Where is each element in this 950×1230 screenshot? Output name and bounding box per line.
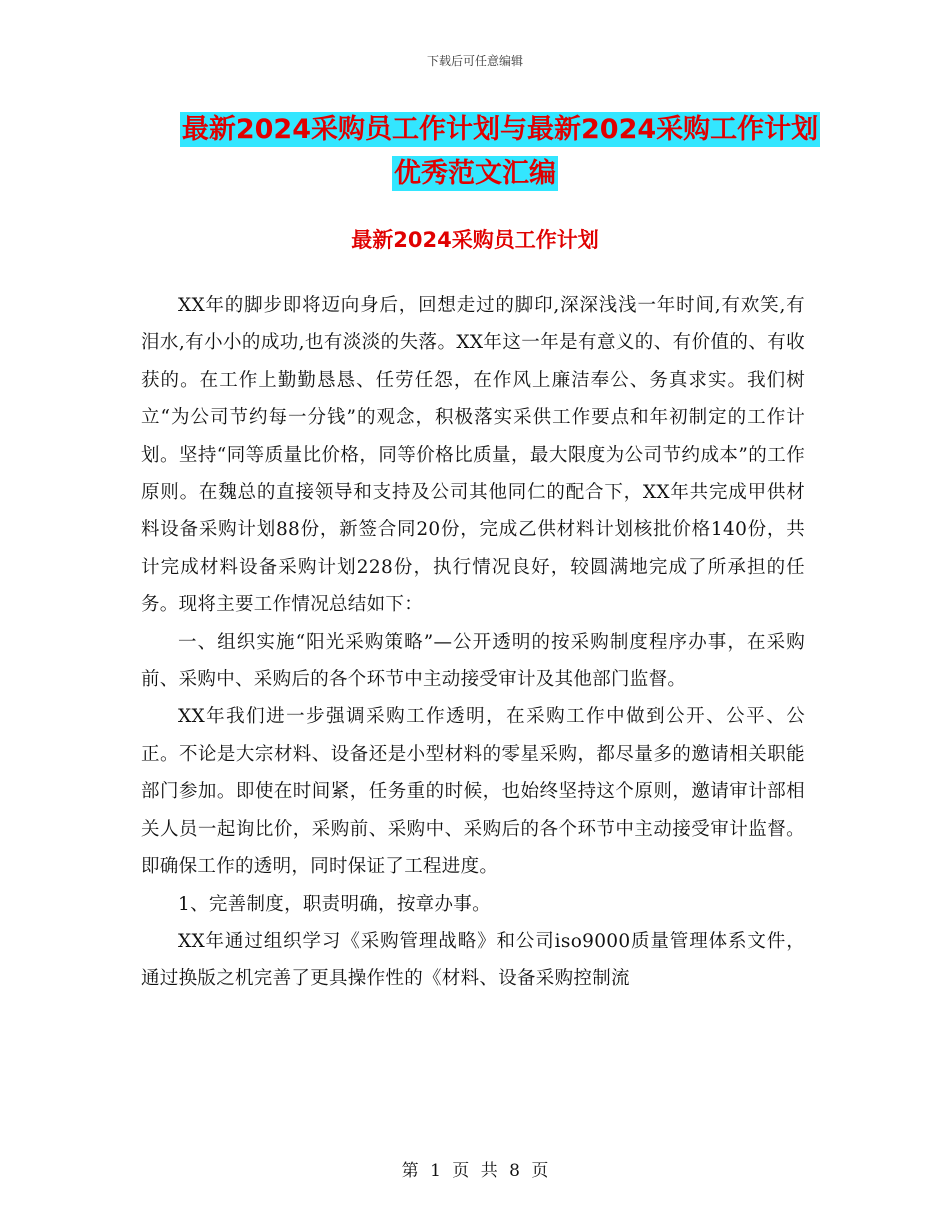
document-title-line-1 [25,116,950,143]
body-paragraph-1: XX年的脚步即将迈向身后，回想走过的脚印,深深浅浅一年时间,有欢笑,有泪水,有小小的成功,也有淡淡的失落。XX年这一年是有意义的、有价值的、有收获的。在工作上勤勤恳恳、任劳任怨，在作风上廉洁奉公、务真求实。我们树立“为公司节约每一分钱”的观念，积极落实采供工作要点和年初制定的工作计划。坚持“同等质量比价格，同等价格比质量，最大限度为公司节约成本”的工作原则。在魏总的直接领导和支持及公司其他同仁的配合下，XX年共完成甲供材料设备采购计划88份，新签合同20份，完成乙供材料计划核批价格140份，共计完成材料设备采购计划228份，执行情况良好，较圆满地完成了所承担的任务。现将主要工作情况总结如下： [141,295,805,616]
body-paragraph-5: XX年通过组织学习《采购管理战略》和公司iso9000质量管理体系文件，通过换版之机完善了更具操作性的《材料、设备采购控制流 [141,930,805,990]
body-paragraph-4: 1、完善制度，职责明确，按章办事。 [178,893,491,915]
page-header-note: 下载后可任意编辑 [426,54,523,68]
document-title-line-2-text: 优秀范文汇编 [394,158,556,189]
body-paragraph-3: XX年我们进一步强调采购工作透明，在采购工作中做到公开、公平、公正。不论是大宗材料、设备还是小型材料的零星采购，都尽量多的邀请相关职能部门参加。即使在时间紧，任务重的时候，也始终坚持这个原则，邀请审计部相关人员一起询比价，采购前、采购中、采购后的各个环节中主动接受审计监督。即确保工作的透明，同时保证了工程进度。 [141,706,805,878]
document-body [141,287,805,998]
page-number-footer: 第 1 页 共 8 页 [401,1161,549,1181]
document-title-line-2 [0,160,950,187]
body-paragraph-2: 一、组织实施“阳光采购策略”—公开透明的按采购制度程序办事，在采购前、采购中、采购后的各个环节中主动接受审计及其他部门监督。 [141,631,805,691]
section-title: 最新2024采购员工作计划 [351,228,599,252]
document-title-line-1-text: 最新2024采购员工作计划与最新2024采购工作计划 [181,114,819,145]
